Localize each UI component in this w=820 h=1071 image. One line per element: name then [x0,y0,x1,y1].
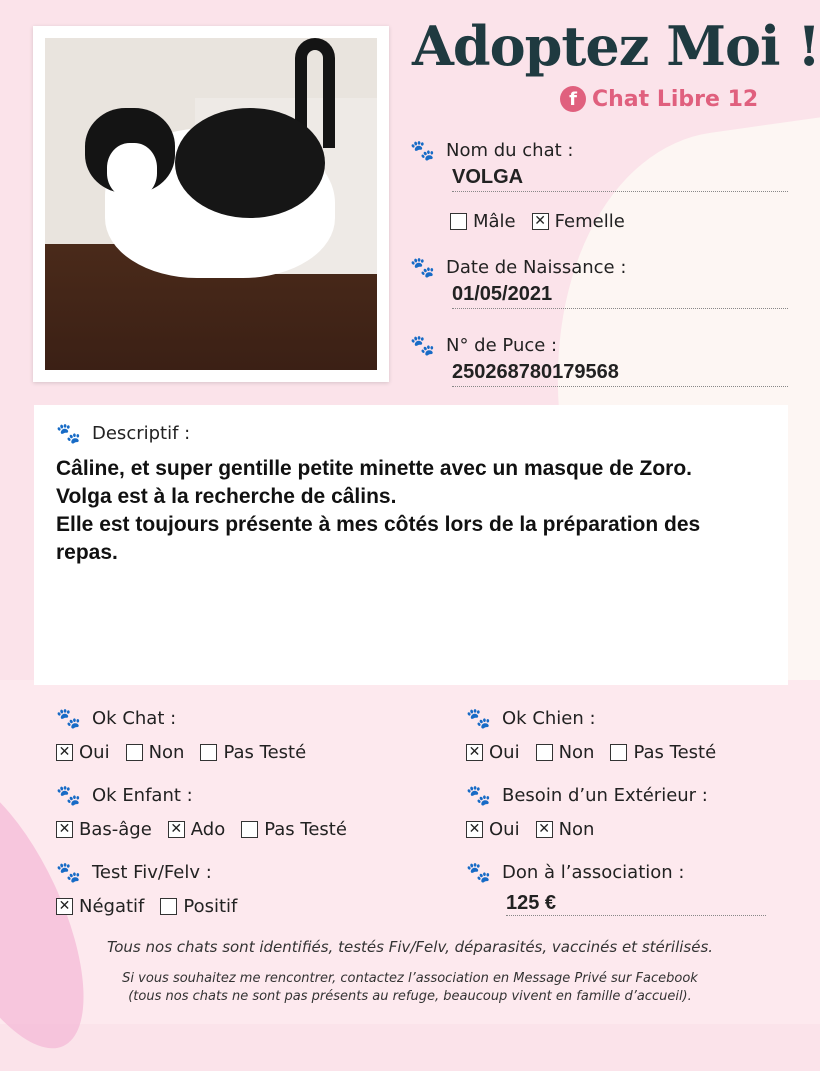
footer-contact [0,970,820,1006]
footer-line2: Si vous souhaitez me rencontrer, contactez l’association en Message Privé sur Facebook [122,971,698,986]
group-options [466,742,820,763]
nom-value: VOLGA [452,166,788,192]
puce-label: N° de Puce : [446,334,558,356]
paw-icon: 🐾 [410,333,435,357]
checkbox[interactable]: ✕ [56,744,73,761]
cat-photo [45,38,377,370]
paw-icon: 🐾 [466,860,491,884]
group-label [56,706,416,730]
checkbox[interactable] [610,744,627,761]
checkbox[interactable]: ✕ [56,898,73,915]
checkbox-label: Non [148,742,185,763]
group-title: Test Fiv/Felv : [92,861,212,883]
group-title: Ok Chat : [92,707,177,729]
paw-icon: 🐾 [410,138,435,162]
checkbox-label: Oui [79,742,110,763]
group-ok-chien [466,706,820,763]
footer-line3: (tous nos chats ne sont pas présents au refuge, beaucoup vivent en famille d’accueil). [128,989,692,1004]
checkbox-label: Non [558,819,595,840]
group-options [466,819,820,840]
group-title: Ok Enfant : [92,784,193,806]
checkbox[interactable] [241,821,258,838]
don-label: Don à l’association : [502,861,685,883]
paw-icon: 🐾 [56,860,81,884]
checkbox[interactable]: ✕ [56,821,73,838]
group-don [466,860,766,916]
facebook-icon: f [560,86,586,112]
paw-icon: 🐾 [56,421,81,445]
footer-line1: Tous nos chats sont identifiés, testés Fiv/Felv, déparasités, vaccinés et stérilisés. [106,938,714,956]
checkbox-label: Pas Testé [223,742,307,763]
checkbox[interactable] [126,744,143,761]
puce-value: 250268780179568 [452,361,788,387]
checkbox-label: Pas Testé [633,742,717,763]
sexe-options [450,211,635,232]
group-label [466,783,820,807]
field-puce [410,333,788,387]
checkbox-label: Oui [489,819,520,840]
don-value: 125 € [506,892,766,916]
checkbox[interactable] [536,744,553,761]
naissance-label: Date de Naissance : [446,256,627,278]
checkbox-label: Pas Testé [264,819,347,840]
checkbox-label: Non [558,742,595,763]
group-label [466,706,820,730]
checkbox-label: Femelle [554,211,625,232]
nom-label: Nom du chat : [446,139,574,161]
page-title: Adoptez Moi ! [412,14,820,78]
paw-icon: 🐾 [56,706,81,730]
checkbox[interactable] [450,213,467,230]
descriptif-box [34,405,788,685]
group-fiv-felv [56,860,416,917]
checkbox-label: Négatif [79,896,145,917]
group-label [56,783,416,807]
descriptif-text: Câline, et super gentille petite minette avec un masque de Zoro. Volga est à la recherche de câlins. Elle est toujours présente à mes côtés lors de la préparation des repas. [56,457,701,564]
group-ok-enfant [56,783,416,840]
group-options [56,819,416,840]
checkbox[interactable]: ✕ [466,821,483,838]
checkbox[interactable] [160,898,177,915]
group-options [56,896,416,917]
naissance-value: 01/05/2021 [452,283,788,309]
field-nom [410,138,788,192]
checkbox[interactable] [200,744,217,761]
checkbox[interactable]: ✕ [168,821,185,838]
association-name: Chat Libre 12 [592,86,759,112]
checkbox[interactable]: ✕ [532,213,549,230]
facebook-link[interactable] [560,86,758,112]
group-label [56,860,416,884]
group-title: Ok Chien : [502,707,596,729]
checkbox[interactable]: ✕ [536,821,553,838]
checkbox-label: Positif [183,896,238,917]
checkbox-label: Bas-âge [79,819,152,840]
group-ok-chat [56,706,416,763]
paw-icon: 🐾 [56,783,81,807]
checkbox-label: Ado [190,819,226,840]
group-options [56,742,416,763]
paw-icon: 🐾 [466,706,491,730]
checkbox[interactable]: ✕ [466,744,483,761]
checkbox-label: Mâle [473,211,516,232]
descriptif-label: Descriptif : [92,422,191,444]
cat-photo-frame [33,26,389,382]
paw-icon: 🐾 [410,255,435,279]
group-exterieur [466,783,820,840]
field-naissance [410,255,788,309]
group-title: Besoin d’un Extérieur : [502,784,708,806]
checkbox-label: Oui [489,742,520,763]
paw-icon: 🐾 [466,783,491,807]
